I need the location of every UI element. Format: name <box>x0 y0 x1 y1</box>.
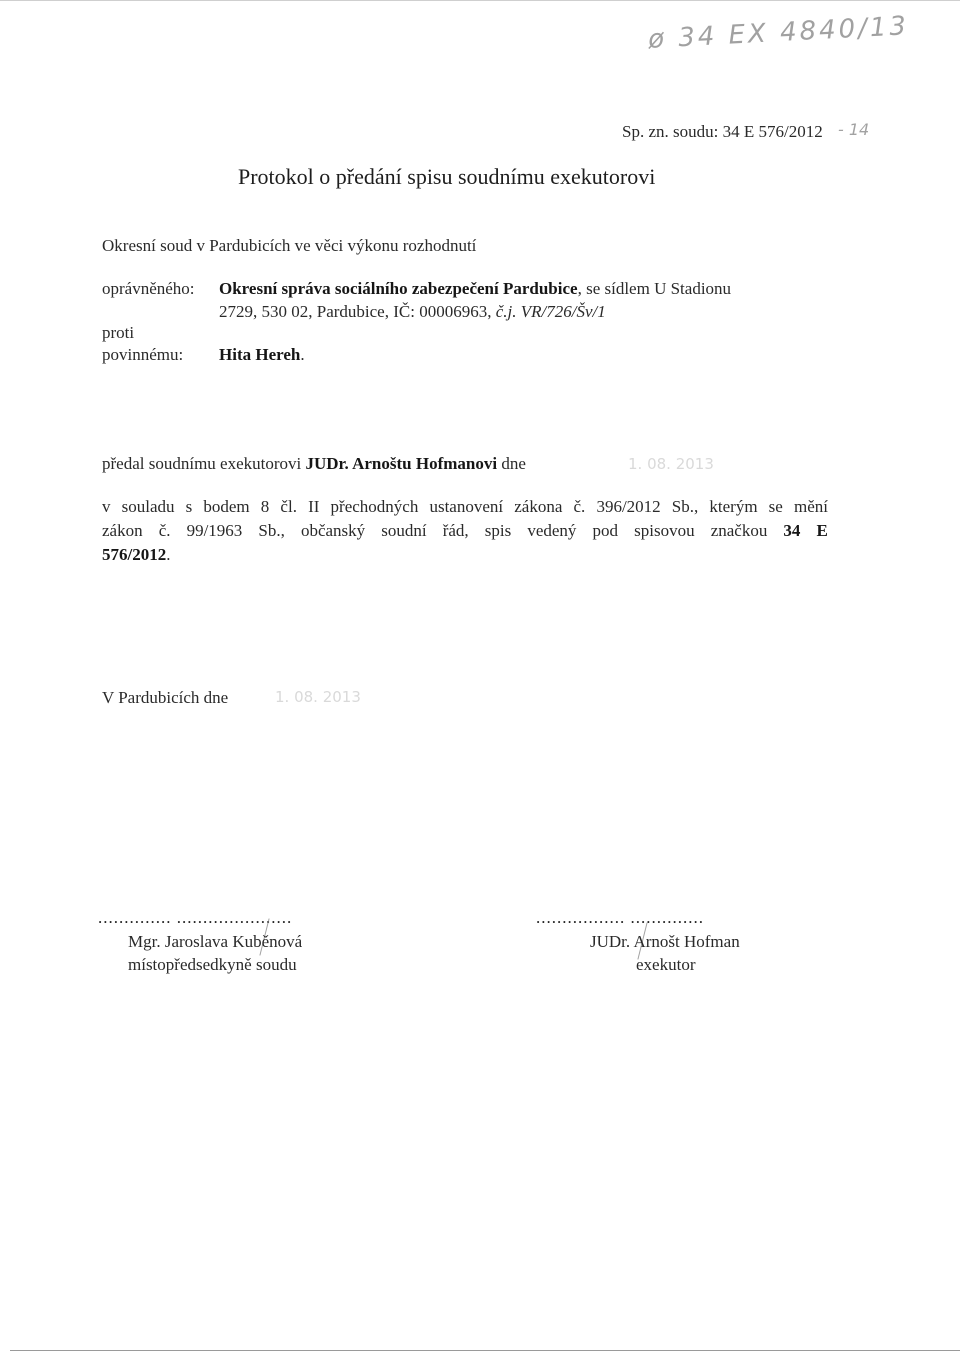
law-word: II <box>308 497 320 516</box>
law-word: 34 <box>783 521 801 540</box>
document-title: Protokol o předání spisu soudnímu exekutorovi <box>238 164 656 189</box>
law-word: č. <box>158 521 171 540</box>
intro-line: Okresní soud v Pardubicích ve věci výkonu rozhodnutí <box>102 236 477 255</box>
reference-value: VR/726/Šv/1 <box>520 302 606 321</box>
law-word: č. <box>573 497 586 516</box>
executor-name: JUDr. Arnoštu Hofmanovi <box>305 454 498 473</box>
law-word: zákon <box>102 521 143 540</box>
page-border-top <box>0 0 960 1</box>
law-word: se <box>768 497 783 516</box>
law-word: 8 <box>260 497 270 516</box>
law-word: mění <box>793 497 828 516</box>
place-date-stamp: 1. 08. 2013 <box>275 688 361 706</box>
right-signatory-name: JUDr. Arnošt Hofman <box>590 932 740 951</box>
handover-line <box>102 454 526 474</box>
law-word: kterým <box>709 497 758 516</box>
law-word: řád, <box>442 521 469 540</box>
entitled-line-1 <box>219 279 731 299</box>
law-word: 99/1963 <box>186 521 243 540</box>
law-word: Sb., <box>671 497 699 516</box>
left-signatory-name: Mgr. Jaroslava Kuběnová <box>128 932 303 951</box>
right-signature-line: ................. .............. <box>536 908 704 927</box>
entitled-address-1: , se sídlem U Stadionu <box>577 279 732 298</box>
entitled-name: Okresní správa sociálního zabezpečení Pardubice <box>219 279 578 298</box>
handwritten-page-mark: - 14 <box>838 120 870 139</box>
law-word: Sb., <box>258 521 285 540</box>
law-word: E <box>816 521 828 540</box>
law-word: zákona <box>514 497 563 516</box>
law-word: značkou <box>710 521 768 540</box>
entitled-label: oprávněného: <box>102 279 195 298</box>
law-paragraph-line-2 <box>102 521 828 541</box>
law-paragraph-line-1 <box>102 497 828 517</box>
file-number: 576/2012 <box>102 545 167 564</box>
court-case-number: Sp. zn. soudu: 34 E 576/2012 <box>622 122 823 141</box>
law-word: čl. <box>280 497 297 516</box>
handover-prefix: předal soudnímu exekutorovi <box>102 454 302 473</box>
entitled-line-2 <box>219 302 606 322</box>
obligated-suffix: . <box>300 345 305 364</box>
right-signatory-role: exekutor <box>636 955 696 974</box>
law-word: soudní <box>381 521 427 540</box>
obligated-name: Hita Hereh <box>219 345 301 364</box>
law-word: bodem <box>203 497 250 516</box>
handover-date-label: dne <box>501 454 526 473</box>
law-word: pod <box>592 521 619 540</box>
law-word: vedený <box>527 521 577 540</box>
entitled-address-2: 2729, 530 02, Pardubice, IČ: 00006963, <box>219 302 492 321</box>
against-label: proti <box>102 323 135 342</box>
page-border-bottom <box>10 1350 960 1351</box>
law-word: spisovou <box>634 521 695 540</box>
left-signatory-role: místopředsedkyně soudu <box>128 955 297 974</box>
reference-label: č.j. <box>495 302 517 321</box>
law-word: ustanovení <box>429 497 504 516</box>
obligated-label: povinnému: <box>102 345 184 364</box>
law-word: občanský <box>300 521 366 540</box>
law-word: spis <box>484 521 512 540</box>
law-word: v <box>102 497 111 516</box>
law-word: souladu <box>121 497 175 516</box>
law-word: s <box>185 497 193 516</box>
handover-date-stamp: 1. 08. 2013 <box>628 455 714 473</box>
law-word: přechodných <box>330 497 419 516</box>
place-date-label: V Pardubicích dne <box>102 688 229 707</box>
file-number-suffix: . <box>166 545 171 564</box>
handwritten-file-note: ø 34 EX 4840/13 <box>647 11 910 55</box>
law-word: 396/2012 <box>596 497 661 516</box>
obligated-line <box>219 345 305 365</box>
left-signature-line: .............. ...................... <box>98 908 293 927</box>
law-paragraph-line-3 <box>102 545 170 565</box>
